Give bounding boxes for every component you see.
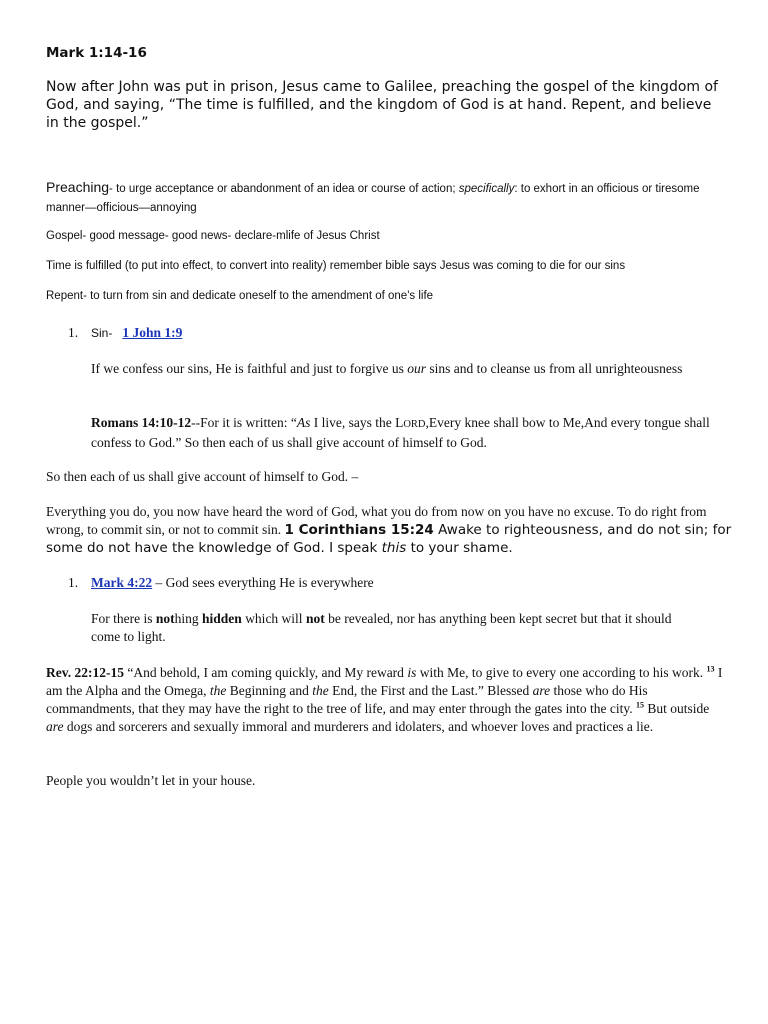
definition-preaching bbox=[46, 178, 736, 218]
verse-1-john bbox=[91, 360, 691, 378]
verse-1-john-text-2: sins and to cleanse us from all unrighteousness bbox=[425, 361, 683, 376]
rev-italic-4: are bbox=[532, 683, 551, 698]
revelation-paragraph bbox=[46, 664, 726, 736]
closing-line: People you wouldn’t let in your house. bbox=[46, 773, 256, 788]
link-mark-4-22[interactable]: Mark 4:22 bbox=[91, 575, 153, 590]
rev-italic-3: the bbox=[312, 683, 329, 698]
list2-tail: – God sees everything He is everywhere bbox=[152, 575, 374, 590]
verse-1-john-italic: our bbox=[407, 361, 426, 376]
summary-line: So then each of us shall give account of himself to God. – bbox=[46, 469, 359, 484]
list2-item bbox=[91, 574, 374, 592]
romans-text-1: --For it is written: “ bbox=[191, 415, 297, 430]
rev-verse-15: 15 bbox=[635, 700, 644, 710]
romans-italic: As bbox=[296, 415, 311, 430]
mark-bold-d: hidden bbox=[202, 611, 242, 626]
preaching-text-1: - to urge acceptance or abandonment of an idea or course of action; bbox=[109, 183, 459, 195]
definition-gospel: Gospel- good message- good news- declare-mlife of Jesus Christ bbox=[46, 230, 380, 242]
definition-repent: Repent- to turn from sin and dedicate oneself to the amendment of one's life bbox=[46, 290, 434, 302]
rev-text-8: dogs and sorcerers and sexually immoral and murderers and idolaters, and whoever loves and practices a lie. bbox=[63, 719, 654, 734]
rev-verse-13: 13 bbox=[706, 664, 715, 674]
rev-text-4: Beginning and bbox=[226, 683, 313, 698]
mark-text-e: which will bbox=[241, 611, 306, 626]
preaching-term: Preaching bbox=[46, 179, 110, 195]
exhort-italic: this bbox=[381, 540, 407, 556]
verse-romans bbox=[91, 414, 711, 452]
rev-text-6: those who do His commandments, that they may have the right to the tree of life, and may enter through the gates into the city. bbox=[46, 683, 648, 716]
rev-text-5: End, the First and the Last.” Blessed bbox=[328, 683, 533, 698]
romans-text-3: ,Every knee shall bow to Me,And every tongue shall confess to God.” So then each of us shall give account of himself to God. bbox=[91, 415, 710, 450]
rev-text-3: I am the Alpha and the Omega, bbox=[46, 665, 723, 698]
verse-1-john-text-1: If we confess our sins, He is faithful and just to forgive us bbox=[91, 361, 408, 376]
exhort-text-3: to your shame. bbox=[406, 540, 513, 556]
preaching-text-2: : to exhort in an officious or tiresome manner—officious—annoying bbox=[46, 183, 700, 214]
rev-text-7: But outside bbox=[643, 701, 710, 716]
definition-fulfilled: Time is fulfilled (to put into effect, to convert into reality) remember bible says Jesus was coming to die for our sins bbox=[46, 260, 626, 272]
exhort-paragraph bbox=[46, 503, 736, 557]
romans-text-2: I live, says the L bbox=[310, 415, 404, 430]
rev-text-2: with Me, to give to every one according to his work. bbox=[416, 665, 707, 680]
verse-mark-4-22 bbox=[91, 610, 701, 646]
romans-smallcaps: ORD bbox=[403, 419, 426, 430]
mark-text-c: hing bbox=[174, 611, 203, 626]
list1-label: Sin- bbox=[91, 326, 113, 340]
mark-bold-b: not bbox=[155, 611, 175, 626]
intro-paragraph: Now after John was put in prison, Jesus came to Galilee, preaching the gospel of the kingdom of God, and saying, “The time is fulfilled, and the kingdom of God is at hand. Repent, and believe in the gospel.” bbox=[46, 79, 718, 131]
rev-italic-1: is bbox=[407, 665, 417, 680]
heading: Mark 1:14-16 bbox=[46, 45, 147, 61]
mark-bold-f: not bbox=[305, 611, 325, 626]
rev-italic-5: are bbox=[46, 719, 64, 734]
link-1-john-1-9[interactable]: 1 John 1:9 bbox=[122, 325, 183, 340]
list1-number: 1. bbox=[68, 325, 79, 340]
exhort-text-2: Awake to righteousness, and do not sin; for some do not have the knowledge of God. I speak bbox=[46, 522, 732, 556]
list2-number: 1. bbox=[68, 575, 79, 590]
mark-text-a: For there is bbox=[91, 611, 156, 626]
exhort-text-1: Everything you do, you now have heard the word of God, what you do from now on you have no excuse. To do right from wrong, to commit sin, or not to commit sin. bbox=[46, 504, 707, 537]
rev-italic-2: the bbox=[209, 683, 227, 698]
preaching-italic: specifically bbox=[458, 183, 515, 195]
corinthians-reference: 1 Corinthians 15:24 bbox=[284, 522, 434, 538]
list1-item bbox=[91, 324, 182, 342]
romans-reference: Romans 14:10-12 bbox=[91, 415, 192, 430]
rev-text-1: “And behold, I am coming quickly, and My reward bbox=[124, 665, 408, 680]
rev-reference: Rev. 22:12-15 bbox=[46, 665, 124, 680]
mark-text-g: be revealed, nor has anything been kept secret but that it should come to light. bbox=[91, 611, 672, 644]
